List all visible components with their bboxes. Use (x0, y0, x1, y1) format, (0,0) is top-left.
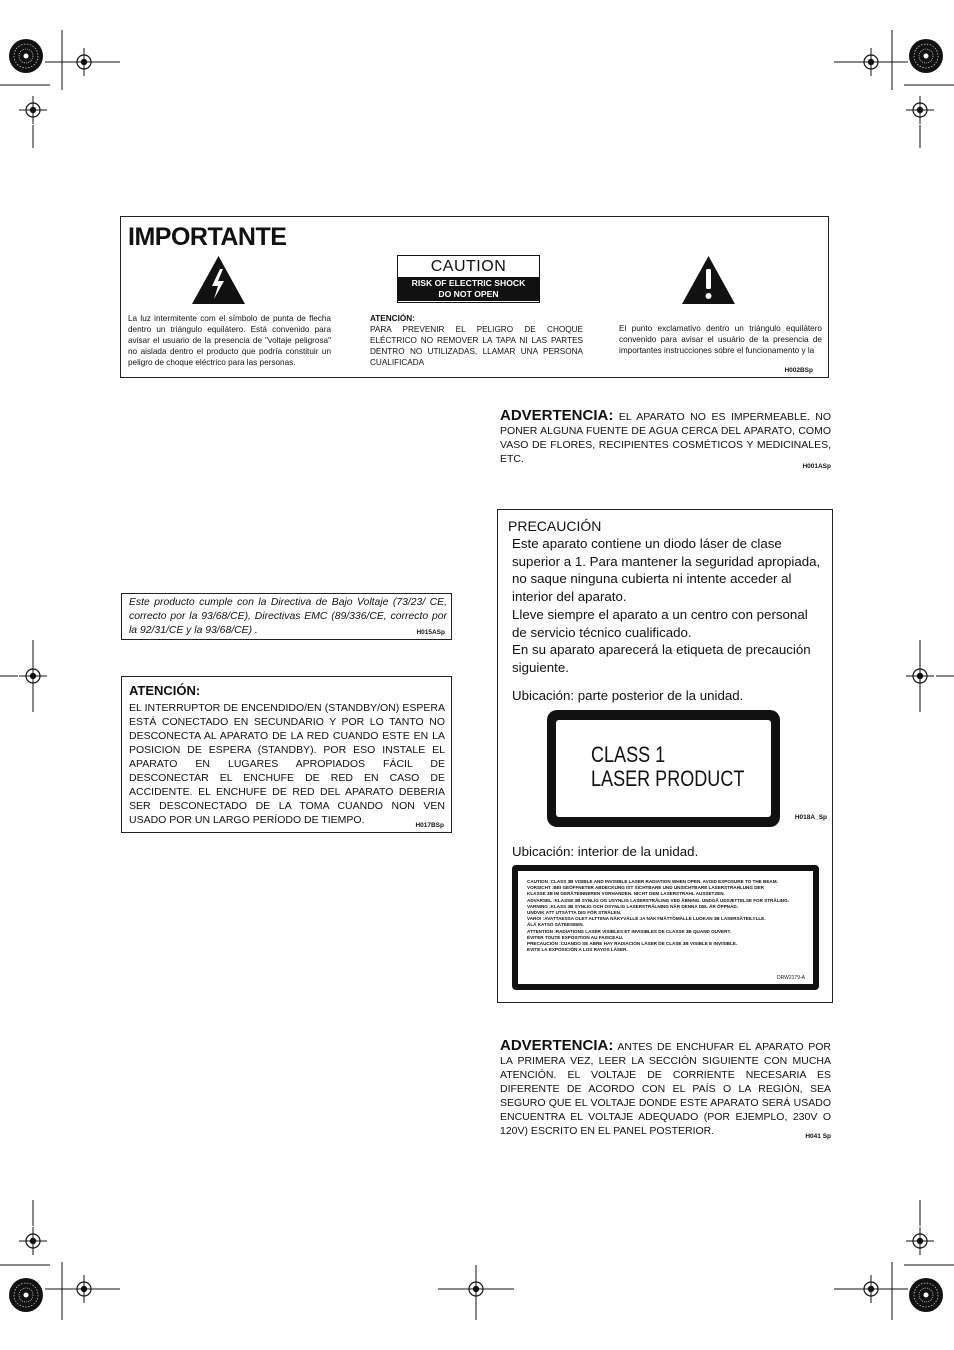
label-line: EVITE LA EXPOSICIÓN A LOS RAYOS LÁSER. (527, 947, 628, 953)
attention-text: PARA PREVENIR EL PELIGRO DE CHOQUE ELÉCTRICO NO REMOVER LA TAPA NI LAS PARTES DENTRO NO UTILIZADAS, LLAMAR UNA PERSONA CUALIFICADA (370, 325, 583, 367)
star-mark-bottom-right (909, 1278, 943, 1312)
laser-warning-label (512, 865, 819, 990)
precaucion-p2: Lleve siempre el aparato a un centro con personal de servicio técnico cualificado. (512, 606, 808, 640)
atencion-text: EL INTERRUPTOR DE ENCENDIDO/EN (STANDBY/ON) ESPERA ESTÁ CONECTADO EN SECUNDARIO Y POR LO TANTO NO DESCONECTA AL APARATO DE LA RED CUANDO ESTE EN LA POSICION DE ESPERA (STANDBY). POR ESO INSTALE EL APARATO EN LUGARES APROPIADOS FÁCIL DE DESCONECTAR EL ENCHUFE DE RED EN CASO DE ACCIDENTE. EL ENCHUFE DE RED DEL APARATO DEBERIA SER DESCONECTADO DE LA TOMA CUANDO NON VEN USADO POR UN LARGO PERÍODO DE TIEMPO. (129, 702, 445, 826)
advertencia2-title: ADVERTENCIA: (500, 1037, 614, 1054)
label-line: VARO! :AVATTAESSA OLET ALTTIINA NÄKYVÄLLE JA NÄKYMÄTTÖMÄLLE LUOKAN 3B LASERSÄTEILYLLE. (527, 916, 766, 922)
precaucion-box (497, 509, 833, 1003)
class1-laser-label (547, 710, 780, 827)
lightning-warning-icon (191, 255, 246, 305)
importante-code: H002BSp (784, 367, 813, 374)
star-mark-top-left (9, 39, 43, 73)
label-line: CAUTION :CLASS 3B VISIBLE AND INVISIBLE LASER RADIATION WHEN OPEN. AVOID EXPOSURE TO THE BEAM. (527, 879, 778, 884)
advertencia-voltage (500, 1039, 831, 1138)
importante-title: IMPORTANTE (128, 223, 287, 251)
class1-code: H018A_Sp (794, 814, 827, 821)
directiva-box (121, 593, 452, 640)
class1-line2: LASER PRODUCT (591, 766, 745, 791)
label-line: ÉVITER TOUTE EXPOSITION AU FAISCEAU. (527, 934, 624, 940)
caution-label-sub2: DO NOT OPEN (438, 288, 499, 299)
star-mark-bottom-left (9, 1278, 43, 1312)
location-inside: Ubicación: interior de la unidad. (512, 844, 699, 859)
label-line: ATTENTION :RADIATIONS LASER VISIBLES ET INVISIBLES DE CLASSE 3B QUAND OUVERT. (527, 928, 732, 934)
advertencia-waterproof (500, 407, 831, 470)
importante-box (120, 216, 829, 378)
attention-heading: ATENCIÓN: (370, 314, 415, 323)
label-line: VARNING :KLASS 3B SYNLIG OCH OSYNLIG LASERSTRÅLNING NÄR DENNA DEL ÄR ÖPPNAD. (527, 903, 738, 909)
exclamation-description: El punto exclamativo dentro un triángulo equilátero convenido para avisar el usuário de la presencia de importantes instrucciones sobre el funcionamento y la (619, 324, 822, 355)
advertencia2-lead: ANTES DE ENCHUFAR EL APARATO (617, 1041, 804, 1053)
atencion-code: H017BSp (415, 822, 444, 829)
advertencia1-lead: EL APARATO NO ES IMPERMEABLE. (618, 411, 810, 423)
advertencia1-text: NO PONER ALGUNA FUENTE DE AGUA CERCA DEL APARATO, COMO VASO DE FLORES, RECIPIENTES COSMÉTICOS Y MEDICINALES, ETC. (500, 411, 831, 465)
lightning-description: La luz intermitente com el símbolo de punta de flecha dentro un triángulo equilátero. Está convenido para avisar el usuario de la presencia de "voltaje peligrosa" no aislada dentro el producto que podría constituir un peligro de choque eléctrico para las personas. (128, 314, 331, 367)
advertencia1-title: ADVERTENCIA: (500, 407, 614, 424)
advertencia2-text: POR LA PRIMERA VEZ, LEER LA SECCIÓN SIGUIENTE CON MUCHA ATENCIÓN. EL VOLTAJE DE CORRIENTE NECESARIA ES DIFERENTE DE ACORDO CON EL PAÍS O LA REGIÓN, SEA SEGURO QUE EL VOLTAJE DONDE ESTE APARATO SERÁ USADO ENCUENTRA EL VOLTAJE ADEQUADO (POR EJEMPLO, 230V O 120V) ESCRITO EN EL PANEL POSTERIOR. (500, 1041, 831, 1137)
caution-label (397, 255, 540, 303)
precaucion-p1: Este aparato contiene un diodo láser de clase superior a 1. Para mantener la seguridad apropiada, no saque ninguna cubierta ni intente acceder al interior del aparato. (512, 536, 821, 605)
label-line: PRECAUCIÓN :CUANDO SE ABRE HAY RADIACIÓN LÁSER DE CLASE 3B VISIBLE E INVISIBLE. (527, 941, 738, 947)
star-mark-top-right (909, 39, 943, 73)
precaucion-title: PRECAUCIÓN (508, 518, 602, 534)
directiva-code: H015ASp (416, 629, 445, 636)
caution-label-title: CAUTION (430, 258, 507, 275)
label-line: VORSICHT :BEI GEÖFFNETER ABDECKUNG IST SICHTBARE UND UNSICHTBARE LASERSTRAHLUNG DER (527, 885, 764, 891)
label-line: KLASSE 3B IM GERÄTEINNEREN VORHANDEN. NICHT DEM LASERSTRAHL AUSSETZEN. (527, 891, 725, 897)
label-line: UNDVIK ATT UTSÄTTA DIG FÖR STRÅLEN. (527, 910, 622, 916)
location-rear: Ubicación: parte posterior de la unidad. (512, 688, 744, 703)
advertencia2-code: H041 Sp (805, 1133, 831, 1140)
atencion-title: ATENCIÓN: (129, 683, 201, 698)
atencion-box (121, 676, 452, 833)
label-line: ÄLÄ KATSO SÄTEESEEN. (527, 922, 584, 928)
laser-label-code: DRW2179-A (777, 975, 805, 981)
class1-line1: CLASS 1 (591, 742, 666, 767)
advertencia1-code: H001ASp (802, 463, 831, 470)
precaucion-p3: En su aparato aparecerá la etiqueta de precaución siguiente. (512, 642, 811, 675)
caution-label-sub1: RISK OF ELECTRIC SHOCK (411, 278, 526, 288)
exclamation-warning-icon (681, 255, 736, 305)
directiva-text: Este producto cumple con la Directiva de Bajo Voltaje (73/23/ CE, correcto por la 93/68/CE), Directivas EMC (89/336/CE, correcto por la 92/31/CE y la 93/68/CE) . (129, 597, 447, 636)
label-line: ADVARSEL :KLASSE 3B SYNLIG OG USYNLIG LASERSTRÅLING VED ÅBNING. UNDGÅ UDSÆTTELSE FOR STRÅLING. (527, 897, 789, 903)
